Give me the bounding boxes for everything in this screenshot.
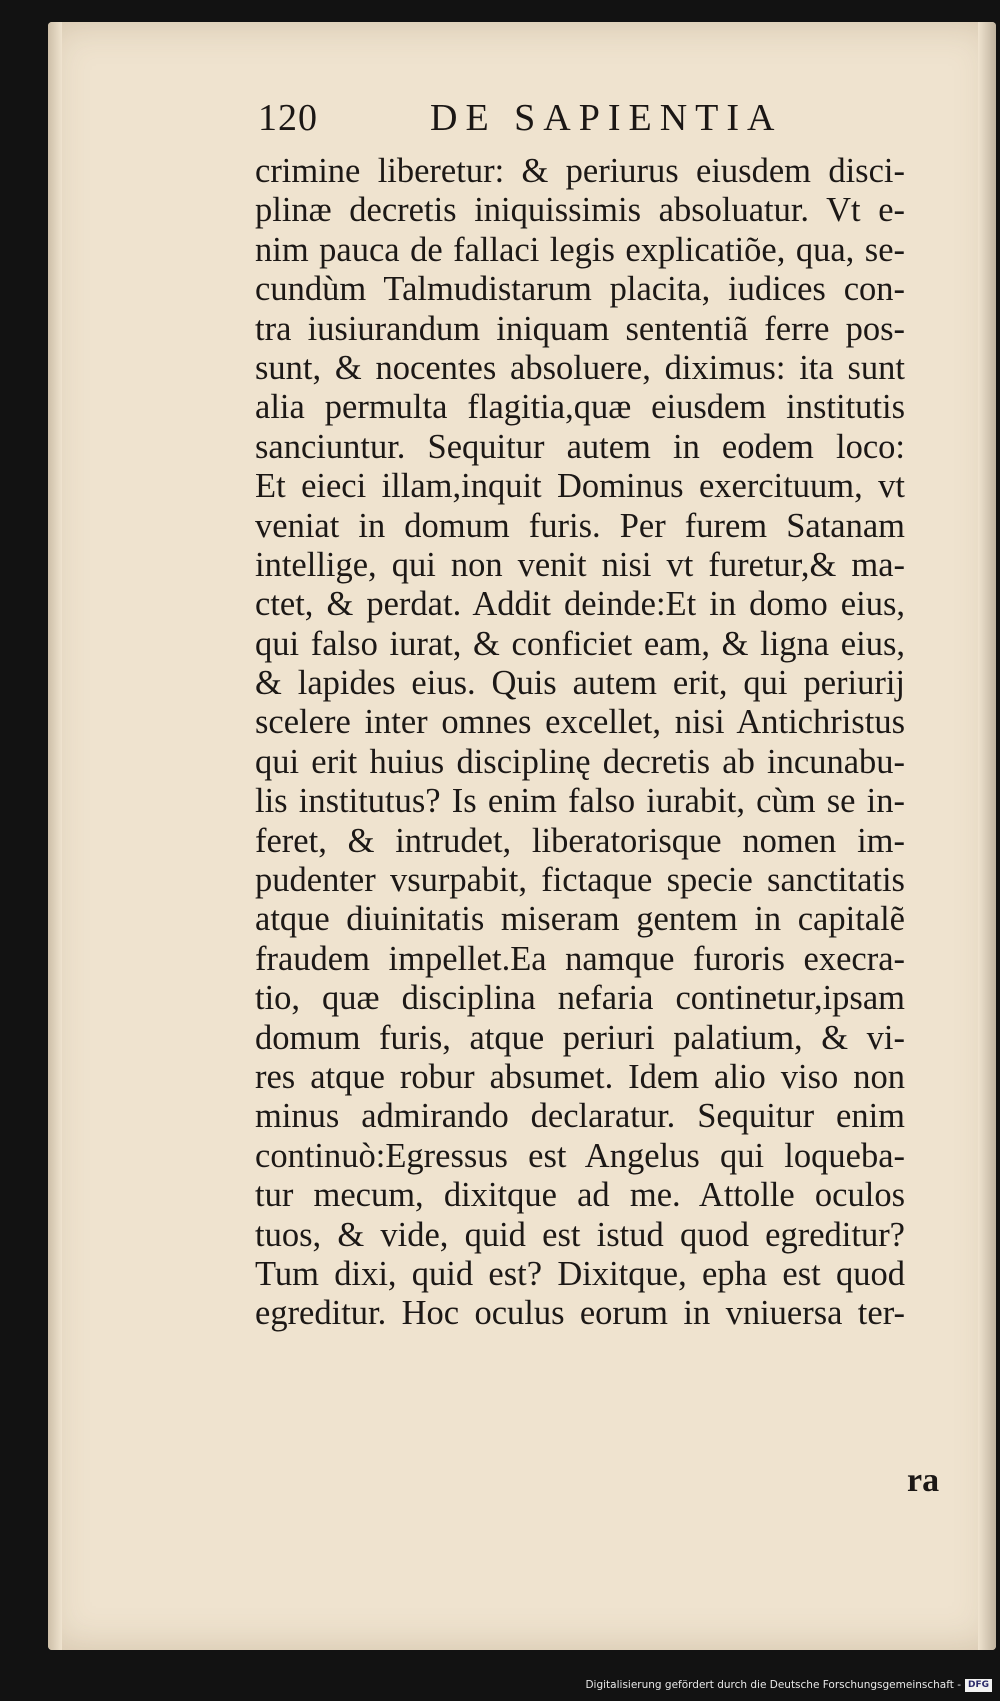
text-line: qui falso iurat, & conficiet eam, & ligna eius, <box>255 624 905 663</box>
scanned-page <box>48 22 996 1650</box>
digitization-footer <box>585 1675 992 1695</box>
footer-credit: Digitalisierung gefördert durch die Deutsche Forschungsgemeinschaft - <box>585 1679 961 1691</box>
page-edge-right <box>978 22 996 1650</box>
text-line: pudenter vsurpabit, fictaque specie sanctitatis <box>255 861 905 900</box>
text-line: crimine liberetur: & periurus eiusdem disci- <box>255 152 905 190</box>
text-line: intellige, qui non venit nisi vt furetur,& ma- <box>255 545 905 584</box>
text-line: fraudem impellet.Ea namque furoris execra- <box>255 939 905 978</box>
text-line: tra iusiurandum iniquam sententiã ferre pos- <box>255 309 905 348</box>
catchword: ra <box>907 1462 940 1499</box>
text-line: lis institutus? Is enim falso iurabit, cùm se in- <box>255 782 905 821</box>
text-line: continuò:Egressus est Angelus qui loqueba- <box>255 1136 905 1175</box>
text-line: sunt, & nocentes absoluere, diximus: ita sunt <box>255 348 905 387</box>
dfg-logo: DFG <box>965 1679 992 1692</box>
page-number: 120 <box>258 97 318 139</box>
text-line: & lapides eius. Quis autem erit, qui periurij <box>255 664 905 703</box>
text-line: minus admirando declaratur. Sequitur enim <box>255 1097 905 1136</box>
text-line: Tum dixi, quid est? Dixitque, epha est quod <box>255 1254 905 1293</box>
text-line: tur mecum, dixitque ad me. Attolle oculos <box>255 1176 905 1215</box>
text-line: tuos, & vide, quid est istud quod egreditur? <box>255 1215 905 1254</box>
page-header <box>258 96 868 152</box>
text-line: res atque robur absumet. Idem alio viso non <box>255 1057 905 1096</box>
text-line: cundùm Talmudistarum placita, iudices con- <box>255 270 905 309</box>
text-line: alia permulta flagitia,quæ eiusdem institutis <box>255 388 905 427</box>
running-head: DE SAPIENTIA <box>430 97 783 139</box>
text-line: veniat in domum furis. Per furem Satanam <box>255 506 905 545</box>
text-line: feret, & intrudet, liberatorisque nomen im- <box>255 821 905 860</box>
text-line: nim pauca de fallaci legis explicatiõe, qua, se- <box>255 230 905 269</box>
text-line: sanciuntur. Sequitur autem in eodem loco: <box>255 427 905 466</box>
text-line: Et eieci illam,inquit Dominus exercituum, vt <box>255 467 905 506</box>
text-line: tio, quæ disciplina nefaria continetur,ipsam <box>255 979 905 1018</box>
text-line: atque diuinitatis miseram gentem in capitalẽ <box>255 900 905 939</box>
text-line: domum furis, atque periuri palatium, & vi- <box>255 1018 905 1057</box>
text-line: ctet, & perdat. Addit deinde:Et in domo eius, <box>255 585 905 624</box>
page-edge-left <box>48 22 62 1650</box>
text-line: egreditur. Hoc oculus eorum in vniuersa ter- <box>255 1294 905 1333</box>
text-line: plinæ decretis iniquissimis absoluatur. Vt e- <box>255 191 905 230</box>
text-line: scelere inter omnes excellet, nisi Antichristus <box>255 703 905 742</box>
text-line: qui erit huius disciplinę decretis ab incunabu- <box>255 742 905 781</box>
body-text <box>255 152 905 1334</box>
